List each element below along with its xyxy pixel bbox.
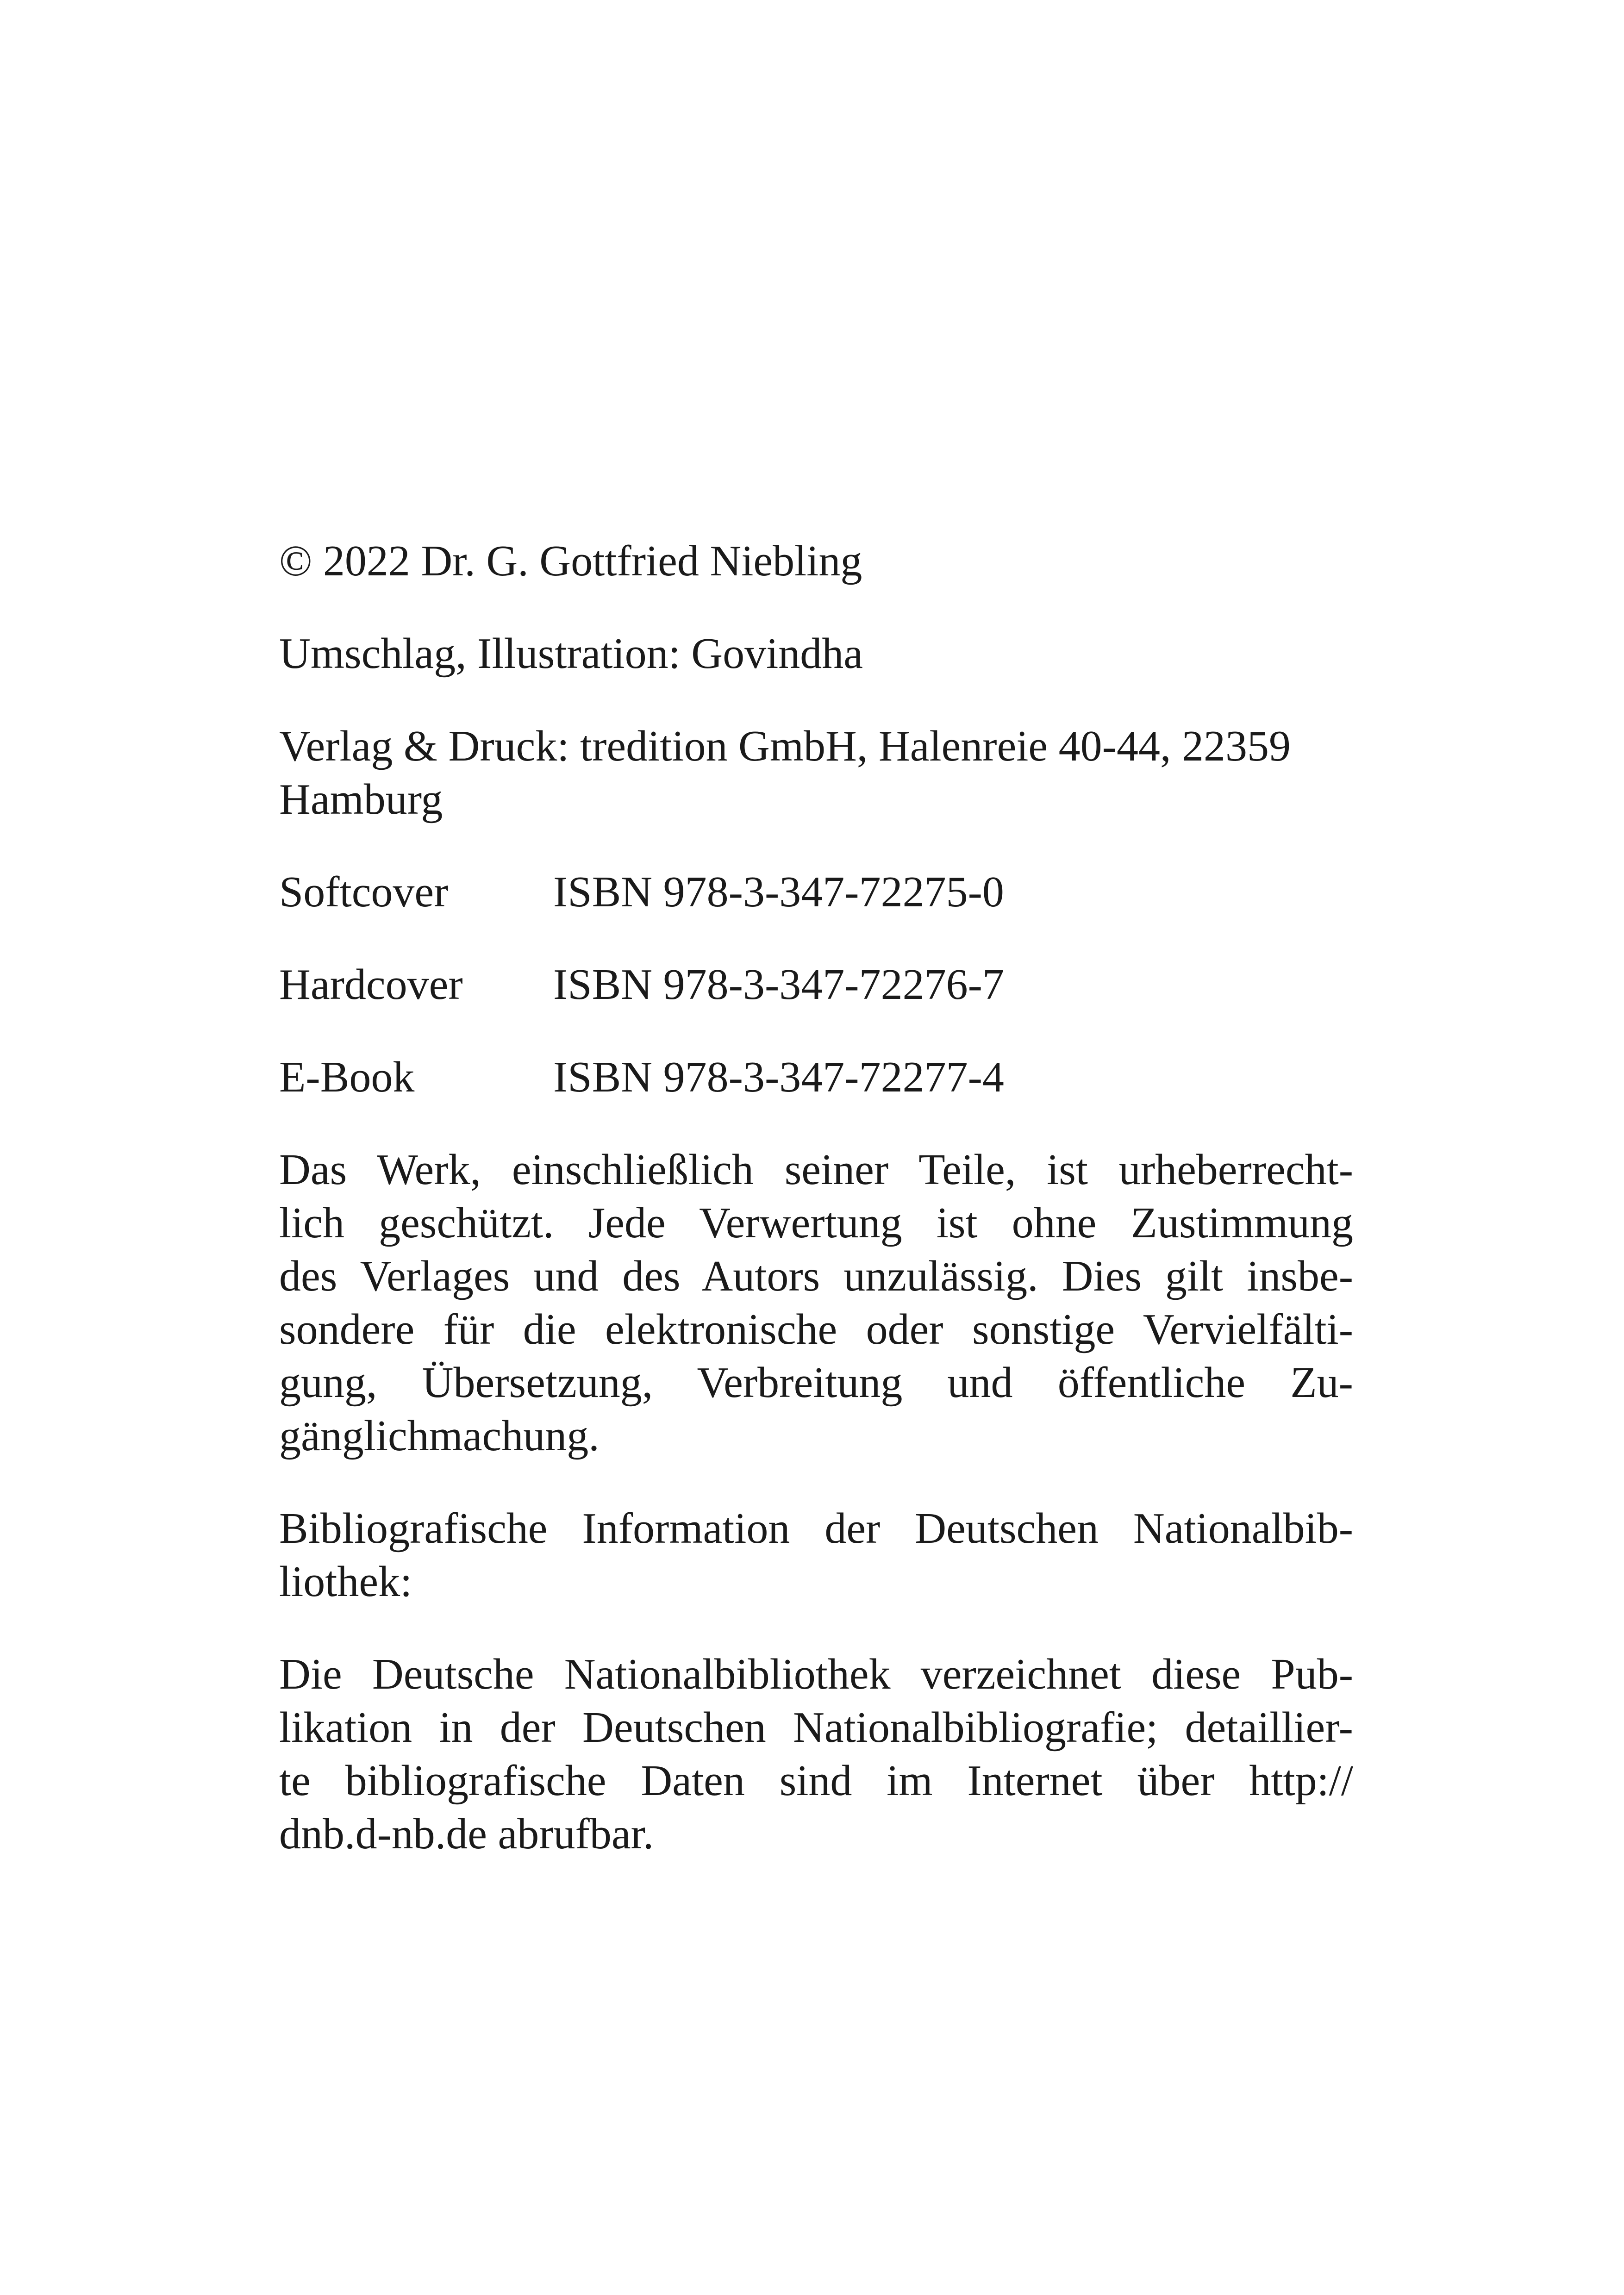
isbn-number: ISBN 978-3-347-72275-0 <box>553 868 1004 916</box>
bibliography-line: likation in der Deutschen Nationalbibliografie; detaillier- <box>279 1703 1353 1752</box>
rights-line: gung, Übersetzung, Verbreitung und öffentliche Zu- <box>279 1359 1353 1407</box>
publisher-line: Hamburg <box>279 775 443 823</box>
isbn-format-label: E-Book <box>279 1053 415 1101</box>
bibliography-line: dnb.d-nb.de abrufbar. <box>279 1810 654 1858</box>
isbn-row-softcover <box>279 866 1353 919</box>
copyright-notice: © 2022 Dr. G. Gottfried Niebling <box>279 537 862 585</box>
isbn-number: ISBN 978-3-347-72277-4 <box>553 1053 1004 1101</box>
rights-line: lich geschützt. Jede Verwertung ist ohne Zustimmung <box>279 1199 1353 1247</box>
cover-credit: Umschlag, Illustration: Govindha <box>279 630 863 678</box>
publisher-line: Verlag & Druck: tredition GmbH, Halenreie 40-44, 22359 <box>279 722 1291 770</box>
rights-paragraph <box>279 1143 1353 1463</box>
isbn-row-ebook <box>279 1051 1353 1104</box>
rights-line: Das Werk, einschließlich seiner Teile, ist urheberrecht- <box>279 1146 1353 1194</box>
publisher-address <box>279 720 1353 826</box>
rights-line: gänglichmachung. <box>279 1412 600 1460</box>
bibliography-paragraph <box>279 1648 1353 1861</box>
bibliography-line: Die Deutsche Nationalbibliothek verzeichnet diese Pub- <box>279 1650 1353 1698</box>
isbn-format-label: Softcover <box>279 868 449 916</box>
isbn-row-hardcover <box>279 958 1353 1011</box>
imprint-content <box>279 535 1353 1900</box>
bibliography-line: te bibliografische Daten sind im Internet über http:// <box>279 1757 1353 1805</box>
bibliography-heading-line: Bibliografische Information der Deutschen Nationalbib- <box>279 1504 1353 1553</box>
isbn-number: ISBN 978-3-347-72276-7 <box>553 960 1004 1009</box>
bibliography-heading <box>279 1502 1353 1609</box>
rights-line: sondere für die elektronische oder sonstige Vervielfälti- <box>279 1305 1353 1353</box>
rights-line: des Verlages und des Autors unzulässig. Dies gilt insbe- <box>279 1252 1353 1300</box>
bibliography-heading-line: liothek: <box>279 1558 412 1606</box>
isbn-format-label: Hardcover <box>279 960 463 1009</box>
